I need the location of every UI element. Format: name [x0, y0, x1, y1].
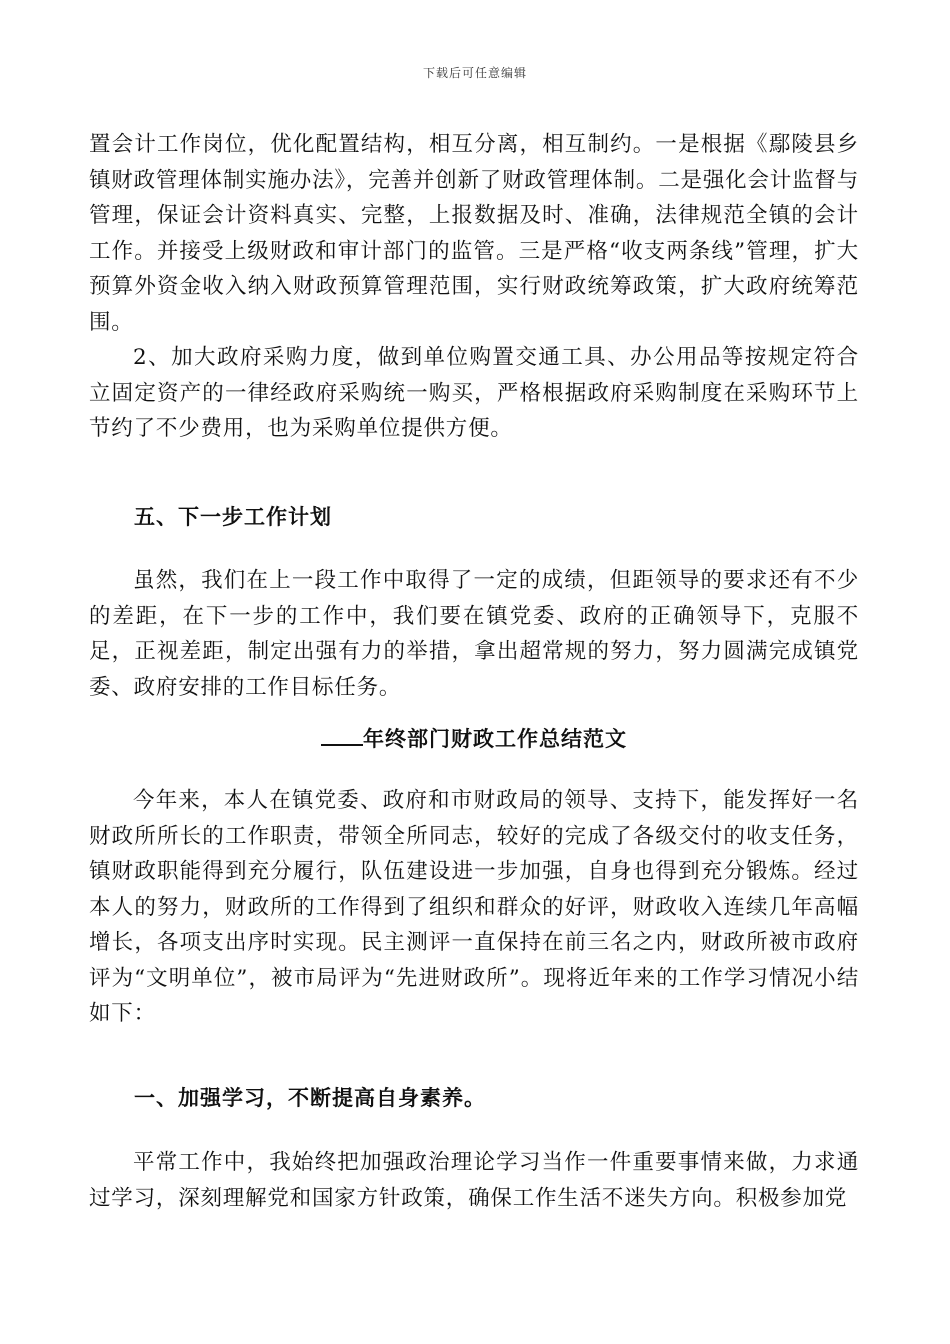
section-title	[89, 722, 859, 758]
heading-next-step-plan: 五、下一步工作计划	[134, 505, 332, 529]
paragraph-government-procurement: 2、加大政府采购力度，做到单位购置交通工具、办公用品等按规定符合立固定资产的一律经政府采购统一购买，严格根据政府采购制度在采购环节上节约了不少费用，也为采购单位提供方便。	[89, 345, 859, 441]
title-blank-underline	[321, 726, 363, 746]
paragraph-next-step: 虽然，我们在上一段工作中取得了一定的成绩，但距领导的要求还有不少的差距，在下一步的工作中，我们要在镇党委、政府的正确领导下，克服不足，正视差距，制定出强有力的举措，拿出超常规的努力，努力圆满完成镇党委、政府安排的工作目标任务。	[89, 568, 859, 700]
paragraph-annual-summary: 今年来，本人在镇党委、政府和市财政局的领导、支持下，能发挥好一名财政所所长的工作职责，带领全所同志，较好的完成了各级交付的收支任务，镇财政职能得到充分履行，队伍建设进一步加强，自身也得到充分锻炼。经过本人的努力，财政所的工作得到了组织和群众的好评，财政收入连续几年高幅增长，各项支出序时实现。民主测评一直保持在前三名之内，财政所被市政府评为“文明单位”，被市局评为“先进财政所”。现将近年来的工作学习情况小结如下：	[89, 788, 859, 1026]
title-text: 年终部门财政工作总结范文	[363, 727, 627, 751]
paragraph-accounting-management: 置会计工作岗位，优化配置结构，相互分离，相互制约。一是根据《鄢陵县乡镇财政管理体制实施办法》，完善并创新了财政管理体制。二是强化会计监督与管理，保证会计资料真实、完整，上报数据及时、准确，法律规范全镇的会计工作。并接受上级财政和审计部门的监管。三是严格“收支两条线”管理，扩大预算外资金收入纳入财政预算管理范围，实行财政统筹政策，扩大政府统筹范围。	[89, 132, 859, 335]
paragraph-political-study: 平常工作中，我始终把加强政治理论学习当作一件重要事情来做，力求通过学习，深刻理解党和国家方针政策，确保工作生活不迷失方向。积极参加党	[89, 1150, 859, 1211]
page-header: 下载后可任意编辑	[422, 66, 527, 80]
heading-strengthen-study: 一、加强学习，不断提高自身素养。	[134, 1086, 486, 1110]
